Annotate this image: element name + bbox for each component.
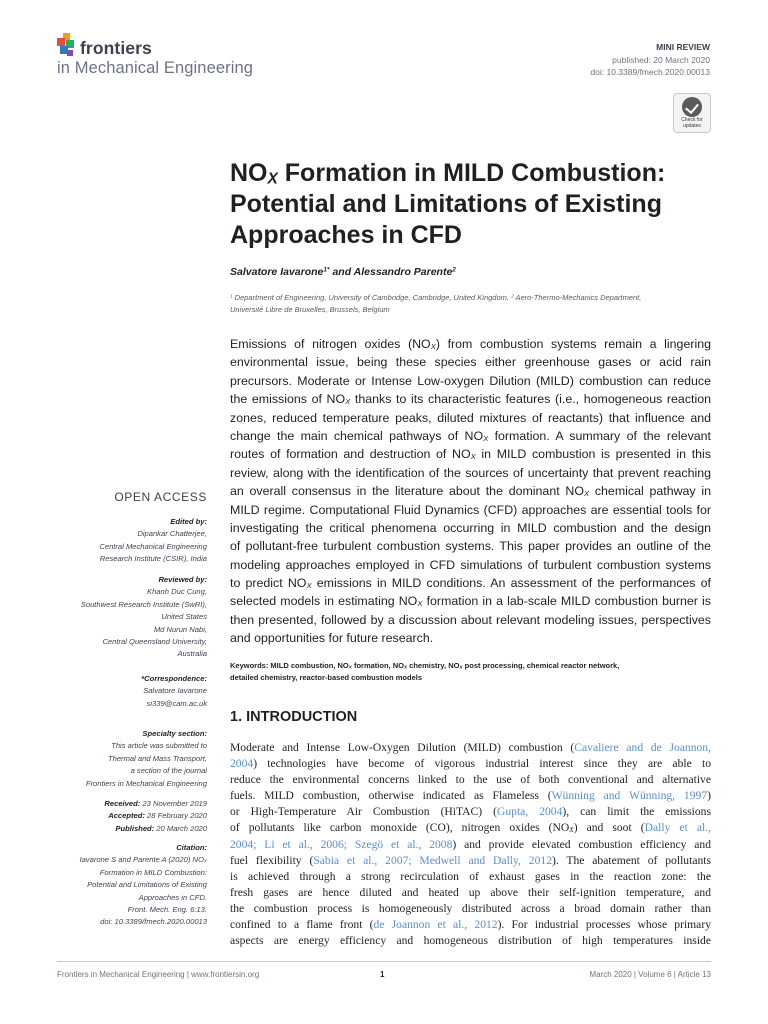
citation-link[interactable]: Sabia et al., 2007; Medwell and Dally, 2012 bbox=[313, 853, 552, 867]
correspondence-block: *Correspondence: Salvatore Iavarone si339@cam.ac.uk bbox=[30, 673, 207, 710]
abstract-line: selected models in estimating $NO_X$ formation in a lab-scale MILD combustion burner is bbox=[230, 594, 711, 609]
abstract-line: environmental issue, being these species either greenhouse gases or acid rain bbox=[230, 355, 711, 370]
body-line: reduce the environmental concerns linked to the use of both conventional and alternative bbox=[230, 773, 711, 787]
abstract-line: an overall consensus in the literature about the dominant $NO_X$ chemical pathway in bbox=[230, 484, 711, 499]
abstract bbox=[230, 335, 711, 648]
body-line: fuels. MILD combustion, otherwise indicated as Flameless (Wünning and Wünning, 1997) bbox=[230, 789, 711, 803]
published-date: published: 20 March 2020 bbox=[612, 55, 710, 65]
body-line: 2004; Li et al., 2006; Szegö et al., 2008) and provide elevated combustion efficiency and bbox=[230, 837, 712, 851]
author-link[interactable]: Alessandro Parente bbox=[353, 266, 453, 278]
citation-link[interactable]: 2004 bbox=[230, 757, 254, 771]
check-updates-label: Check for updates bbox=[681, 117, 703, 129]
editor-line[interactable]: Dipankar Chatterjee, bbox=[137, 529, 207, 539]
journal-name[interactable]: in Mechanical Engineering bbox=[57, 59, 254, 77]
keywords: Keywords: MILD combustion, $NO_X$ formation, $NO_X$ chemistry, $NO_X$ post processing, chemical reactor network, detailed chemistry, reactor-based combustion models bbox=[230, 661, 620, 682]
page-number: 1 bbox=[380, 970, 385, 979]
abstract-line: zones, reduced temperature peaks, diluted mixtures of reactants) that influence and bbox=[230, 410, 711, 425]
abstract-line: of pollutant-free turbulent combustion systems. This paper provides an outline of the bbox=[230, 539, 711, 554]
body-line: of pollutants like carbon monoxide (CO), nitrogen oxides $(NO_X)$ and soot (Dally et al., bbox=[230, 821, 712, 835]
abstract-line: precursors. Moderate or Intense Low-oxygen Dilution (MILD) combustion can reduce bbox=[230, 373, 711, 388]
affiliations: $^1$ Department of Engineering, University of Cambridge, Cambridge, United Kingdom, $^2$ Aero-Thermo-Mechanics Department, Université Libre de Bruxelles, Brussels, Belgium bbox=[230, 293, 642, 314]
doi[interactable]: doi: 10.3389/fmech.2020.00013 bbox=[590, 67, 710, 77]
publication-info bbox=[590, 54, 710, 78]
abstract-line: MILD regime. Computational Fluid Dynamics (CFD) approaches are essential tools for bbox=[230, 502, 711, 517]
abstract-line: modeling approaches employed in CFD simulations of turbulent combustion systems bbox=[230, 557, 711, 572]
introduction-body bbox=[230, 740, 711, 949]
article-type: MINI REVIEW bbox=[656, 42, 710, 52]
reviewer-line[interactable]: Md Nurun Nabi, bbox=[153, 624, 207, 634]
body-line: fuel flexibility (Sabia et al., 2007; Medwell and Dally, 2012). The abatement of pollutants bbox=[230, 853, 711, 867]
body-line: Moderate and Intense Low-Oxygen Dilution (MILD) combustion (Cavaliere and de Joannon, bbox=[230, 741, 711, 754]
abstract-line: to predict $NO_X$ emissions in MILD conditions. An assessment of the performances of bbox=[230, 576, 711, 591]
abstract-line: then presented, followed by a discussion about relevant modeling issues, perspectives bbox=[230, 612, 711, 627]
check-icon bbox=[682, 97, 702, 117]
body-line: or High-Temperature Air Combustion (HiTAC) (Gupta, 2004), can limit the emissions bbox=[230, 805, 711, 819]
dates-block: Received: 23 November 2019 Accepted: 28 February 2020 Published: 20 March 2020 bbox=[104, 799, 207, 833]
citation-link[interactable]: Gupta, 2004 bbox=[496, 805, 563, 819]
body-line: confined to a flame front (de Joannon et al., 2012). For industrial processes whose primary bbox=[230, 918, 711, 932]
abstract-line: investigating the critical phenomena occurring in MILD combustion and the design bbox=[230, 520, 711, 535]
abstract-line: the emissions of $NO_X$ thanks to its characteristic features (i.e., homogeneous reaction bbox=[230, 392, 711, 407]
abstract-line: review, along with the identification of the sources of uncertainty that prevent reaching bbox=[230, 465, 711, 480]
check-for-updates-button[interactable] bbox=[673, 93, 711, 133]
specialty-section-block: Specialty section: This article was submitted to Thermal and Mass Transport, a section of the journal Frontiers in Mechanical Engineering bbox=[85, 729, 207, 788]
citation-block: Citation: Iavarone S and Parente A (2020) $NO_X$ Formation in MILD Combustion: Potential and Limitations of Existing Approaches in CFD. Front. Mech. Eng. 6:13. doi: 10.3389/fmech.2020.00013 bbox=[30, 842, 207, 929]
open-access-label: OPEN ACCESS bbox=[114, 490, 207, 504]
body-line: the combustion process is homogeneously distributed across a broad domain rather than bbox=[230, 901, 711, 915]
abstract-line: routes of formation and destruction of $NO_X$ in MILD combustion is presented in this bbox=[230, 447, 711, 462]
abstract-line: change the main chemical pathways of $NO_X$ formation. A summary of the relevant bbox=[230, 428, 711, 444]
edited-by-block: Edited by: Dipankar Chatterjee, Central Mechanical Engineering Research Institute (CSIR), India bbox=[30, 516, 207, 566]
body-line: fresh gases are hence diluted and heated up above their self-ignition temperature, and bbox=[230, 885, 711, 899]
citation-link[interactable]: Cavaliere and de Joannon, bbox=[574, 741, 711, 754]
body-line: is achieved through a strong recirculation of exhaust gases in the reaction zone: the bbox=[230, 869, 711, 883]
brand-name[interactable]: frontiers bbox=[80, 38, 152, 58]
citation-link[interactable]: Wünning and Wünning, 1997 bbox=[551, 789, 708, 803]
email-link[interactable]: si339@cam.ac.uk bbox=[146, 698, 207, 708]
frontiers-logo bbox=[57, 33, 77, 59]
footer-journal-link[interactable]: Frontiers in Mechanical Engineering | www.frontiersin.org bbox=[57, 970, 260, 979]
reviewed-by-block: Reviewed by: Khanh Duc Cung, Southwest Research Institute (SwRI), United States Md Nurun Nabi, Central Queensland University, Australia bbox=[30, 574, 207, 661]
abstract-line: Emissions of nitrogen oxides $(NO_X)$ from combustion systems remain a lingering bbox=[230, 337, 711, 352]
authors: Salvatore Iavarone$^{1*}$ and Alessandro Parente$^2$ bbox=[230, 266, 456, 278]
footer-divider bbox=[57, 961, 711, 962]
footer-issue-info: March 2020 | Volume 6 | Article 13 bbox=[589, 970, 711, 979]
section-heading-introduction: 1. INTRODUCTION bbox=[230, 709, 358, 725]
citation-link[interactable]: de Joannon et al., 2012 bbox=[373, 918, 498, 932]
article-title: $NO_X$ Formation in MILD Combustion: Potential and Limitations of Existing Approaches in CFD bbox=[230, 159, 666, 249]
citation-link[interactable]: 2004; Li et al., 2006; Szegö et al., 2008 bbox=[230, 837, 453, 851]
body-line: 2004) technologies have become of vigorous industrial interest since they are able to bbox=[230, 757, 711, 771]
reviewer-line[interactable]: Khanh Duc Cung, bbox=[147, 587, 207, 597]
author-link[interactable]: Salvatore Iavarone bbox=[230, 266, 324, 278]
body-line: aspects are energy efficiency and homogeneous distribution of high temperatures inside bbox=[230, 934, 711, 948]
citation-doi-link[interactable]: doi: 10.3389/fmech.2020.00013 bbox=[100, 917, 207, 927]
abstract-line: and opportunities for future research. bbox=[230, 631, 434, 646]
citation-link[interactable]: Dally et al., bbox=[644, 821, 712, 835]
